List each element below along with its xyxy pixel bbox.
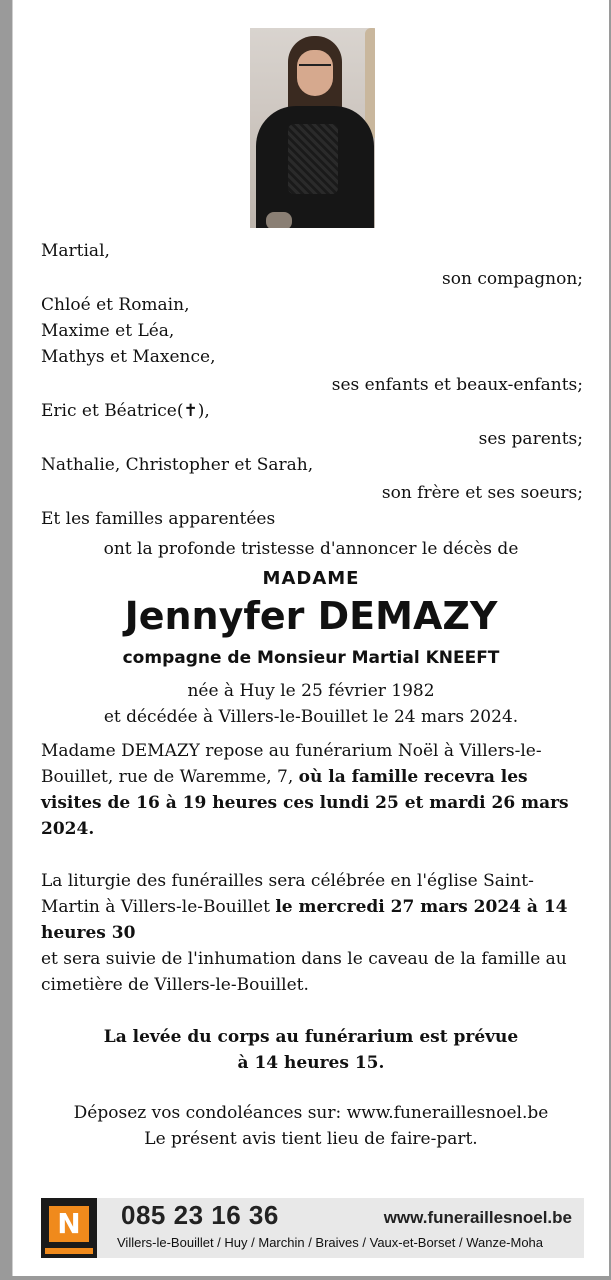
deceased-title: MADAME (262, 568, 360, 589)
liturgy-paragraph (41, 868, 591, 998)
visitation-paragraph (41, 738, 591, 842)
photo-bag (266, 212, 292, 228)
deceased-birth: née à Huy le 25 février 1982 (187, 681, 435, 701)
deceased-spouse: compagne de Monsieur Martial KNEEFT (122, 648, 500, 668)
visitation-bold: où la famille recevra les visites de 16 à 19 heures ces lundi 25 et mardi 26 mars 2024. (41, 767, 569, 839)
announcement-line: ont la profonde tristesse d'annoncer le décès de (103, 539, 519, 559)
funeral-home-banner (41, 1198, 584, 1258)
liturgy-text: La liturgie des funérailles sera célébrée en l'église Saint-Martin à Villers-le-Bouillet (41, 871, 534, 917)
logo-stripe (45, 1248, 93, 1254)
photo-background (365, 28, 375, 138)
family-line-parents: Eric et Béatrice(✝), (41, 401, 210, 421)
locations-list: Villers-le-Bouillet / Huy / Marchin / Braives / Vaux-et-Borset / Wanze-Moha (117, 1235, 544, 1250)
family-line-martial: Martial, (41, 241, 110, 261)
liturgy-text-2: et sera suivie de l'inhumation dans le caveau de la famille au cimetière de Villers-le-Bouillet. (41, 949, 567, 995)
family-line-children-2: Maxime et Léa, (41, 321, 175, 341)
levee-line-2: à 14 heures 15. (237, 1053, 385, 1073)
logo-letter: N (49, 1206, 89, 1242)
phone-number: 085 23 16 36 (121, 1200, 279, 1230)
obituary-card (12, 0, 609, 1276)
levee-line-1: La levée du corps au funérarium est prévue (103, 1027, 519, 1047)
portrait-photo (250, 28, 375, 228)
family-role-siblings: son frère et ses soeurs; (381, 483, 583, 503)
family-line-relatives: Et les familles apparentées (41, 509, 276, 529)
family-role-children: ses enfants et beaux-enfants; (331, 375, 583, 395)
closing-condolences: Déposez vos condoléances sur: www.funeraillesnoel.be (73, 1103, 549, 1123)
family-line-children-1: Chloé et Romain, (41, 295, 190, 315)
website-link[interactable]: www.funeraillesnoel.be (383, 1208, 572, 1227)
deceased-death: et décédée à Villers-le-Bouillet le 24 mars 2024. (103, 707, 519, 727)
closing-notice: Le présent avis tient lieu de faire-part. (144, 1129, 478, 1149)
funeral-home-logo (41, 1198, 97, 1258)
family-line-siblings: Nathalie, Christopher et Sarah, (41, 455, 314, 475)
family-role-parents: ses parents; (478, 429, 583, 449)
photo-glasses (299, 64, 331, 74)
family-role-companion: son compagnon; (442, 269, 583, 289)
family-line-children-3: Mathys et Maxence, (41, 347, 216, 367)
liturgy-bold: le mercredi 27 mars 2024 à 14 heures 30 (41, 897, 568, 943)
photo-lace (288, 124, 338, 194)
visitation-text: Madame DEMAZY repose au funérarium Noël à Villers-le-Bouillet, rue de Waremme, 7, (41, 741, 542, 787)
deceased-name: Jennyfer DEMAZY (124, 594, 498, 638)
